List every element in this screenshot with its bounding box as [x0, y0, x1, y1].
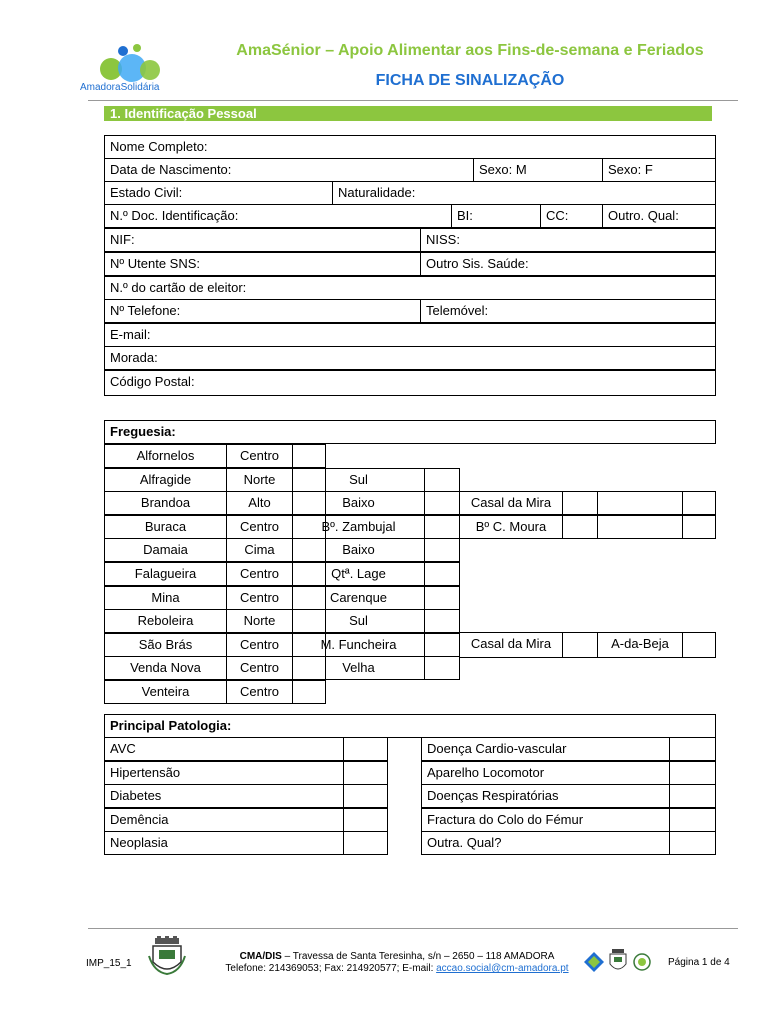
- freguesia-zone-2: Baixo: [292, 538, 425, 562]
- freguesia-extra-checkbox[interactable]: [562, 491, 598, 515]
- freguesia-zone: Centro: [226, 562, 293, 586]
- nif-field[interactable]: NIF:: [104, 228, 421, 252]
- freguesia-name: Mina: [104, 586, 227, 610]
- patologia-blank: [387, 831, 422, 855]
- outro-sis-field[interactable]: Outro Sis. Saúde:: [420, 252, 716, 276]
- freguesia-zone-2: Velha: [292, 656, 425, 680]
- freguesia-checkbox[interactable]: [292, 444, 326, 468]
- freguesia-zone-2: Sul: [292, 468, 425, 492]
- freguesia-checkbox-2[interactable]: [424, 656, 460, 680]
- footer-email-link[interactable]: accao.social@cm-amadora.pt: [436, 963, 569, 974]
- freguesia-zone: Centro: [226, 444, 293, 468]
- patologia-checkbox[interactable]: [343, 784, 388, 808]
- freguesia-extra-blank[interactable]: [597, 515, 683, 539]
- page-number: Página 1 de 4: [668, 957, 730, 968]
- freguesia-checkbox-2[interactable]: [424, 491, 460, 515]
- patologia-checkbox[interactable]: [343, 737, 388, 761]
- freguesia-zone: Cima: [226, 538, 293, 562]
- bi-field[interactable]: BI:: [451, 204, 541, 228]
- footer-org: CMA/DIS: [239, 951, 282, 962]
- freguesia-extra-checkbox[interactable]: [682, 491, 716, 515]
- patologia-checkbox[interactable]: [669, 808, 716, 832]
- footer-divider: [88, 928, 738, 929]
- patologia-item: Fractura do Colo do Fémur: [421, 808, 670, 832]
- partner-crest-icon: [608, 948, 628, 974]
- cc-field[interactable]: CC:: [540, 204, 603, 228]
- freguesia-checkbox[interactable]: [292, 680, 326, 704]
- freguesia-extra-checkbox[interactable]: [562, 632, 598, 658]
- freguesia-name: Venteira: [104, 680, 227, 704]
- freguesia-name: Buraca: [104, 515, 227, 539]
- freguesia-heading: Freguesia:: [104, 420, 716, 444]
- freguesia-zone-2: M. Funcheira: [292, 633, 425, 657]
- municipal-crest-icon: [148, 936, 186, 976]
- patologia-item: Neoplasia: [104, 831, 344, 855]
- logo-dot-icon: [133, 44, 141, 52]
- freguesia-zone: Centro: [226, 515, 293, 539]
- patologia-item: Doença Cardio-vascular: [421, 737, 670, 761]
- page-subtitle: FICHA DE SINALIZAÇÃO: [375, 72, 565, 89]
- telefone-field[interactable]: Nº Telefone:: [104, 299, 421, 323]
- freguesia-extra-blank[interactable]: [597, 491, 683, 515]
- patologia-blank: [387, 737, 422, 761]
- footer-address-text: – Travessa de Santa Teresinha, s/n – 2650 – 118 AMADORA: [281, 951, 555, 962]
- patologia-item: Demência: [104, 808, 344, 832]
- freguesia-name: Brandoa: [104, 491, 227, 515]
- patologia-blank: [387, 784, 422, 808]
- niss-field[interactable]: NISS:: [420, 228, 716, 252]
- form-code: IMP_15_1: [86, 958, 132, 969]
- patologia-checkbox[interactable]: [343, 761, 388, 785]
- freguesia-zone: Norte: [226, 609, 293, 633]
- patologia-checkbox[interactable]: [669, 831, 716, 855]
- logo-text: AmadoraSolidária: [80, 82, 160, 93]
- freguesia-checkbox-2[interactable]: [424, 562, 460, 586]
- header-divider: [88, 100, 738, 101]
- footer-contacts: [192, 963, 602, 974]
- freguesia-name: Venda Nova: [104, 656, 227, 680]
- outro-doc-field[interactable]: Outro. Qual:: [602, 204, 716, 228]
- morada-field[interactable]: Morada:: [104, 346, 716, 370]
- patologia-blank: [387, 761, 422, 785]
- freguesia-name: Alfragide: [104, 468, 227, 492]
- patologia-checkbox[interactable]: [669, 737, 716, 761]
- freguesia-zone: Centro: [226, 586, 293, 610]
- logo-dot-icon: [140, 60, 160, 80]
- freguesia-zone: Alto: [226, 491, 293, 515]
- email-field[interactable]: E-mail:: [104, 323, 716, 347]
- patologia-checkbox[interactable]: [669, 761, 716, 785]
- freguesia-zone: Centro: [226, 680, 293, 704]
- naturalidade-field[interactable]: Naturalidade:: [332, 181, 716, 205]
- freguesia-checkbox-2[interactable]: [424, 468, 460, 492]
- patologia-item: AVC: [104, 737, 344, 761]
- freguesia-zone-2: Baixo: [292, 491, 425, 515]
- freguesia-zone: Centro: [226, 633, 293, 657]
- freguesia-extra-zone: Casal da Mira: [459, 632, 563, 658]
- freguesia-zone-2: Sul: [292, 609, 425, 633]
- page-title: AmaSénior – Apoio Alimentar aos Fins-de-semana e Feriados: [236, 42, 704, 59]
- sexo-m-field[interactable]: Sexo: M: [473, 158, 603, 182]
- patologia-heading: Principal Patologia:: [104, 714, 716, 738]
- freguesia-zone-2: Qtª. Lage: [292, 562, 425, 586]
- freguesia-checkbox-2[interactable]: [424, 586, 460, 610]
- freguesia-checkbox-2[interactable]: [424, 633, 460, 657]
- freguesia-zone: Norte: [226, 468, 293, 492]
- patologia-checkbox[interactable]: [669, 784, 716, 808]
- nascimento-field[interactable]: Data de Nascimento:: [104, 158, 474, 182]
- freguesia-zone: Centro: [226, 656, 293, 680]
- freguesia-zone-2: Carenque: [292, 586, 425, 610]
- freguesia-extra-checkbox[interactable]: [682, 515, 716, 539]
- partner-seal-icon: [632, 952, 652, 972]
- nome-field[interactable]: Nome Completo:: [104, 135, 716, 159]
- freguesia-name: Falagueira: [104, 562, 227, 586]
- freguesia-name: Reboleira: [104, 609, 227, 633]
- freguesia-extra-zone: Casal da Mira: [459, 491, 563, 515]
- freguesia-extra-checkbox[interactable]: [682, 632, 716, 658]
- partner-logo-icon: [582, 950, 606, 974]
- patologia-item: Outra. Qual?: [421, 831, 670, 855]
- doc-field[interactable]: N.º Doc. Identificação:: [104, 204, 452, 228]
- patologia-checkbox[interactable]: [343, 831, 388, 855]
- section-title: 1. Identificação Pessoal: [104, 106, 712, 121]
- estado-civil-field[interactable]: Estado Civil:: [104, 181, 333, 205]
- codigo-postal-field[interactable]: Código Postal:: [104, 370, 716, 396]
- freguesia-name: São Brás: [104, 633, 227, 657]
- freguesia-checkbox-2[interactable]: [424, 609, 460, 633]
- freguesia-extra-zone: Bº C. Moura: [459, 515, 563, 539]
- freguesia-extra-checkbox[interactable]: [562, 515, 598, 539]
- sexo-f-field[interactable]: Sexo: F: [602, 158, 716, 182]
- footer-address: [192, 951, 602, 962]
- freguesia-checkbox-2[interactable]: [424, 538, 460, 562]
- patologia-item: Diabetes: [104, 784, 344, 808]
- sns-field[interactable]: Nº Utente SNS:: [104, 252, 421, 276]
- telemovel-field[interactable]: Telemóvel:: [420, 299, 716, 323]
- patologia-checkbox[interactable]: [343, 808, 388, 832]
- freguesia-checkbox-2[interactable]: [424, 515, 460, 539]
- patologia-blank: [387, 808, 422, 832]
- freguesia-name: Damaia: [104, 538, 227, 562]
- patologia-item: Doenças Respiratórias: [421, 784, 670, 808]
- patologia-item: Hipertensão: [104, 761, 344, 785]
- patologia-item: Aparelho Locomotor: [421, 761, 670, 785]
- eleitor-field[interactable]: N.º do cartão de eleitor:: [104, 276, 716, 300]
- freguesia-zone-2: Bº. Zambujal: [292, 515, 425, 539]
- freguesia-name: Alfornelos: [104, 444, 227, 468]
- freguesia-extra-zone: A-da-Beja: [597, 632, 683, 658]
- footer-contacts-text: Telefone: 214369053; Fax: 214920577; E-mail:: [225, 963, 437, 974]
